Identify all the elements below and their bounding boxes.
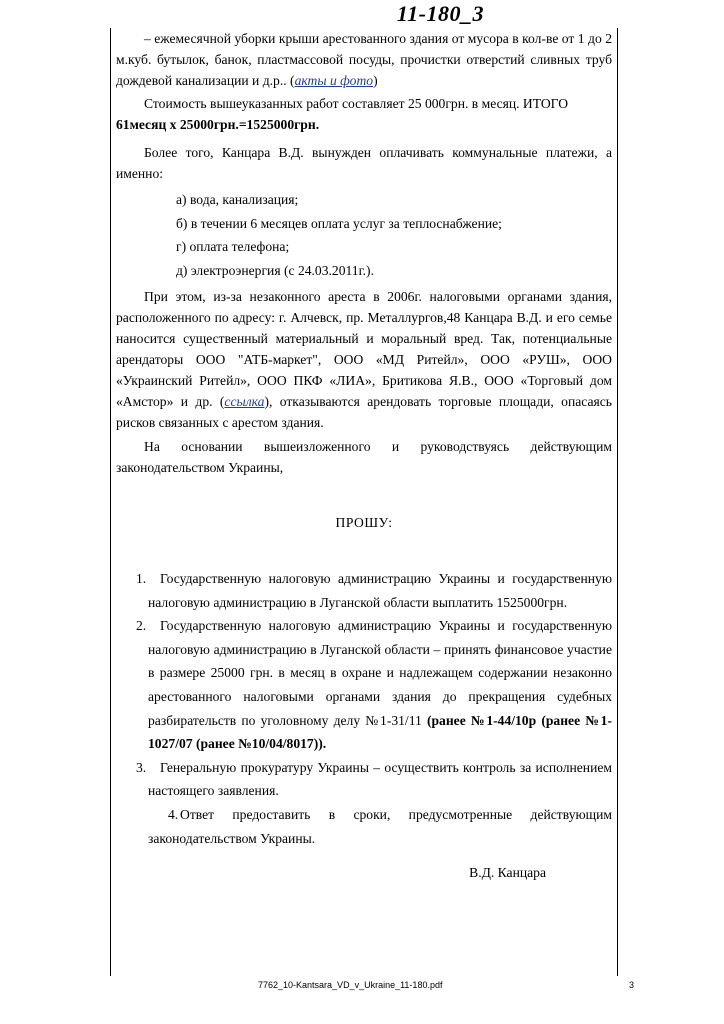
right-margin-line (617, 28, 618, 976)
paragraph-damages (116, 286, 612, 433)
list-item: б) в течении 6 месяцев оплата услуг за теплоснабжение; (176, 215, 502, 231)
document-id: 11-180_3 (396, 1, 484, 26)
request-item (116, 614, 612, 756)
request-heading: ПРОШУ: (335, 515, 393, 530)
signature: В.Д. Канцара (469, 865, 546, 881)
case-numbers: (ранее №1-44/10р (ранее №1-1027/07 (ранее №10/04/8017)). (148, 712, 612, 752)
paragraph-text: Стоимость вышеуказанных работ составляет 25 000грн. в месяц. ИТОГО (144, 96, 569, 111)
left-margin-line (110, 28, 111, 976)
item-text: Ответ предоставить в сроки, предусмотренные действующим законодательством Украины. (148, 806, 612, 846)
item-text: Государственную налоговую администрацию Украины и государственную налоговую администрацию в Луганской области – принять финансовое участие в размере 25000 грн. в месяц в охране и надлежащем содержании незаконно арестованного налоговыми органами здания до прекращения судебных разбирательств по уголовному делу №1-31/11 (148, 618, 612, 728)
item-number: 1. (136, 571, 147, 586)
paragraph-roof-cleaning (116, 28, 612, 91)
paragraph-cost (116, 93, 612, 135)
link-acts-photos[interactable]: акты и фото (294, 73, 374, 88)
list-item: а) вода, канализация; (176, 192, 299, 207)
request-item (116, 756, 612, 803)
paragraph-text: При этом, из-за незаконного ареста в 2006г. налоговыми органами здания, расположенного по адресу: г. Алчевск, пр. Металлургов,48 Канцара В.Д. и его семье наносится существенный материальный и моральный вред. Так, потенциальные арендаторы ООО "АТБ-маркет", ООО «МД Ритейл», ООО «РУШ», ООО «Украинский Ритейл», ООО ПКФ «ЛИА», Бритикова Я.В., ООО «Торговый дом «Амстор» и др. ( (116, 289, 612, 409)
paragraph-text: – ежемесячной уборки крыши арестованного здания от мусора в кол-ве от 1 до 2 м.куб. бутылок, банок, пластмассовой посуды, прочистки отверстий сливных труб дождевой канализации и д.р.. ( (116, 31, 612, 88)
list-item: г) оплата телефона; (176, 239, 290, 254)
document-body (116, 28, 612, 883)
item-number: 4. (168, 806, 179, 822)
request-item (116, 803, 612, 850)
list-item: д) электроэнергия (с 24.03.2011г.). (176, 262, 374, 278)
item-text: Государственную налоговую администрацию Украины и государственную налоговую администрацию в Луганской области выплатить 1525000грн. (148, 571, 612, 610)
footer-page-number: 3 (629, 980, 635, 990)
paragraph-text: ), отказываются арендовать торговые площади, опасаясь рисков связанных с арестом здания. (116, 394, 612, 430)
request-item (116, 567, 612, 614)
paragraph-utilities: Более того, Канцара В.Д. вынужден оплачивать коммунальные платежи, а именно: (116, 145, 612, 181)
utilities-list (116, 188, 612, 282)
requests-list (116, 567, 612, 850)
link-reference[interactable]: ссылка (224, 394, 265, 409)
item-text: Генеральную прокуратуру Украины – осуществить контроль за исполнением настоящего заявления. (148, 759, 612, 799)
paragraph-basis: На основании вышеизложенного и руководствуясь действующим законодательством Украины, (116, 439, 612, 475)
total-amount: 61месяц х 25000грн.=1525000грн. (116, 117, 320, 132)
footer-filename: 7762_10-Kantsara_VD_v_Ukraine_11-180.pdf (258, 980, 443, 990)
item-number: 2. (136, 618, 147, 634)
item-number: 3. (136, 759, 147, 775)
paragraph-text: ) (373, 73, 378, 88)
